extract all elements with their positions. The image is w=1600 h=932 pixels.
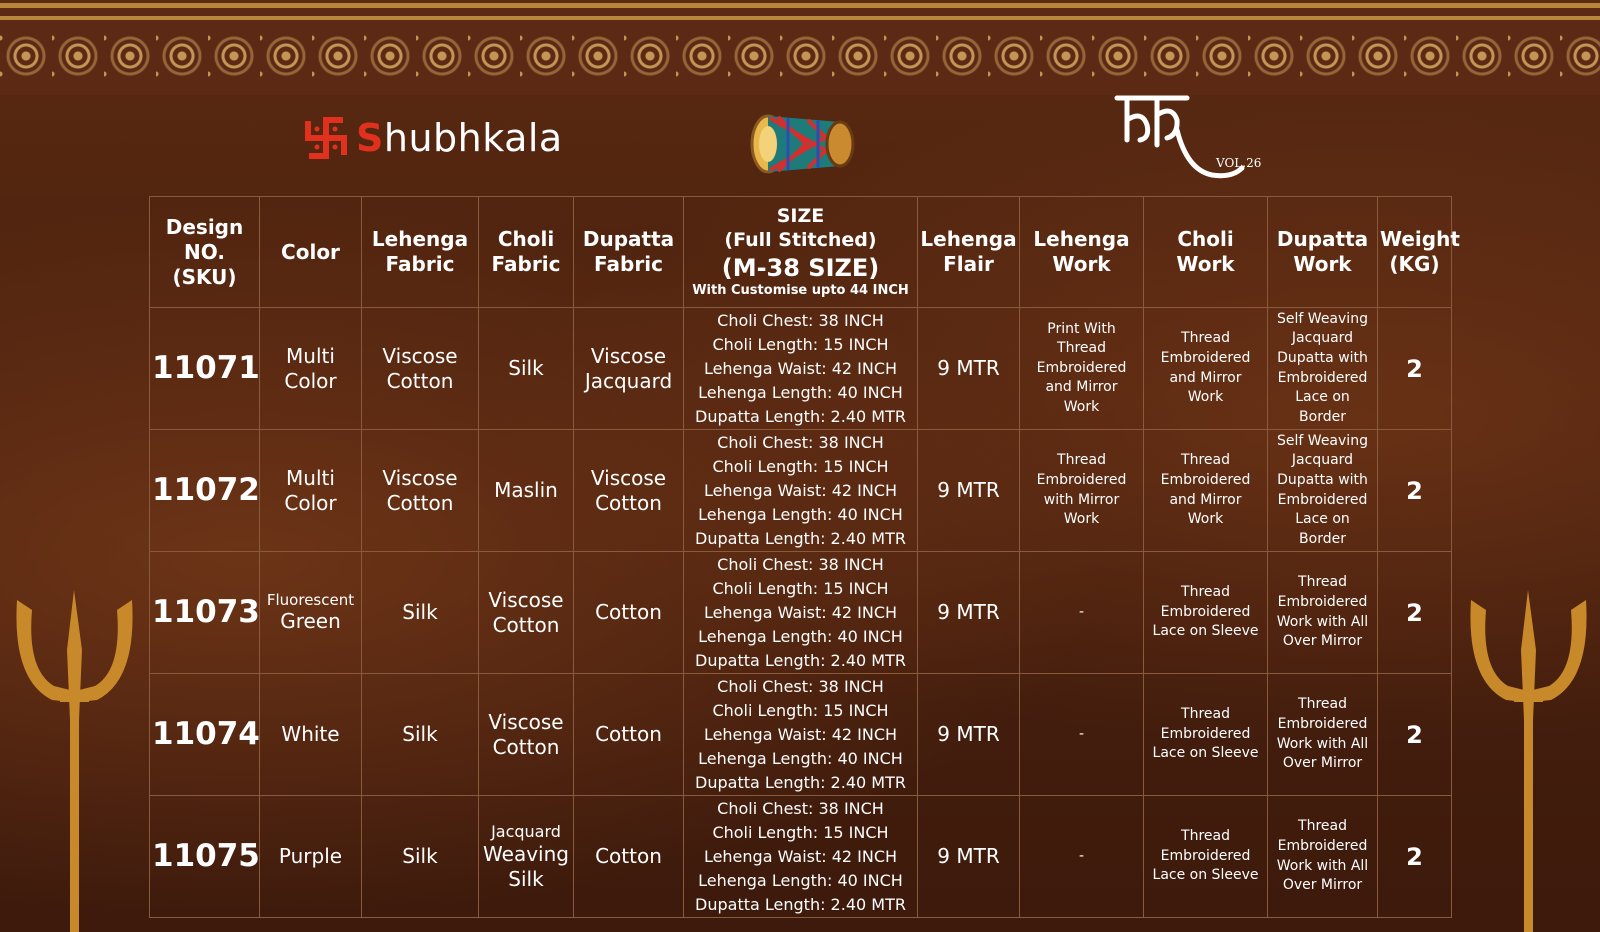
- header-size: SIZE (Full Stitched) (M-38 SIZE) With Customise upto 44 INCH: [684, 197, 918, 308]
- header-weight: Weight (KG): [1378, 197, 1452, 308]
- lehenga-fabric-cell: Viscose Cotton: [362, 430, 479, 552]
- design-no-cell: 11073: [150, 552, 260, 674]
- lehenga-flair-cell: 9 MTR: [918, 796, 1020, 918]
- dupatta-work-cell: Self Weaving Jacquard Dupatta with Embroidered Lace on Border: [1268, 430, 1378, 552]
- lehenga-fabric-cell: Silk: [362, 796, 479, 918]
- brand-name: Shubhkala: [356, 116, 563, 160]
- lehenga-work-cell: -: [1020, 552, 1144, 674]
- size-cell: Choli Chest: 38 INCH Choli Length: 15 INCH Lehenga Waist: 42 INCH Lehenga Length: 40 INCH Dupatta Length: 2.40 MTR: [684, 674, 918, 796]
- dupatta-work-cell: Thread Embroidered Work with All Over Mirror: [1268, 674, 1378, 796]
- swastik-icon: [300, 112, 352, 164]
- table-header-row: [150, 197, 1452, 308]
- table-row: [150, 796, 1452, 918]
- weight-cell: 2: [1378, 796, 1452, 918]
- choli-fabric-cell: Silk: [479, 308, 574, 430]
- top-gold-stripe-2: [0, 16, 1600, 20]
- lehenga-flair-cell: 9 MTR: [918, 430, 1020, 552]
- dupatta-fabric-cell: Cotton: [574, 796, 684, 918]
- choli-work-cell: Thread Embroidered Lace on Sleeve: [1144, 674, 1268, 796]
- size-cell: Choli Chest: 38 INCH Choli Length: 15 INCH Lehenga Waist: 42 INCH Lehenga Length: 40 INCH Dupatta Length: 2.40 MTR: [684, 796, 918, 918]
- table-row: [150, 308, 1452, 430]
- design-no-cell: 11074: [150, 674, 260, 796]
- table-row: [150, 552, 1452, 674]
- header-color: Color: [260, 197, 362, 308]
- header-dupatta-fabric: Dupatta Fabric: [574, 197, 684, 308]
- lehenga-fabric-cell: Silk: [362, 674, 479, 796]
- color-cell: Multi Color: [260, 430, 362, 552]
- design-no-cell: 11071: [150, 308, 260, 430]
- dupatta-work-cell: Thread Embroidered Work with All Over Mirror: [1268, 552, 1378, 674]
- header-lehenga-fabric: Lehenga Fabric: [362, 197, 479, 308]
- color-cell: Fluorescent Green: [260, 552, 362, 674]
- choli-work-cell: Thread Embroidered Lace on Sleeve: [1144, 552, 1268, 674]
- dupatta-work-cell: Thread Embroidered Work with All Over Mirror: [1268, 796, 1378, 918]
- dhol-drum-icon: [748, 108, 858, 180]
- weight-cell: 2: [1378, 430, 1452, 552]
- lehenga-fabric-cell: Silk: [362, 552, 479, 674]
- choli-work-cell: Thread Embroidered and Mirror Work: [1144, 308, 1268, 430]
- dupatta-fabric-cell: Viscose Jacquard: [574, 308, 684, 430]
- lehenga-flair-cell: 9 MTR: [918, 674, 1020, 796]
- choli-fabric-cell: Jacquard Weaving Silk: [479, 796, 574, 918]
- table-row: [150, 430, 1452, 552]
- dupatta-fabric-cell: Viscose Cotton: [574, 430, 684, 552]
- design-no-cell: 11072: [150, 430, 260, 552]
- header-lehenga-flair: Lehenga Flair: [918, 197, 1020, 308]
- choli-fabric-cell: Viscose Cotton: [479, 674, 574, 796]
- lehenga-work-cell: Print With Thread Embroidered and Mirror Work: [1020, 308, 1144, 430]
- choli-fabric-cell: Maslin: [479, 430, 574, 552]
- trident-icon: [12, 590, 137, 932]
- lehenga-flair-cell: 9 MTR: [918, 552, 1020, 674]
- dupatta-work-cell: Self Weaving Jacquard Dupatta with Embroidered Lace on Border: [1268, 308, 1378, 430]
- choli-work-cell: Thread Embroidered and Mirror Work: [1144, 430, 1268, 552]
- header-choli-fabric: Choli Fabric: [479, 197, 574, 308]
- lehenga-work-cell: Thread Embroidered with Mirror Work: [1020, 430, 1144, 552]
- choli-work-cell: Thread Embroidered Lace on Sleeve: [1144, 796, 1268, 918]
- weight-cell: 2: [1378, 674, 1452, 796]
- size-cell: Choli Chest: 38 INCH Choli Length: 15 INCH Lehenga Waist: 42 INCH Lehenga Length: 40 INCH Dupatta Length: 2.40 MTR: [684, 308, 918, 430]
- design-no-cell: 11075: [150, 796, 260, 918]
- choli-fabric-cell: Viscose Cotton: [479, 552, 574, 674]
- raas-catalog-logo: [1112, 90, 1282, 190]
- mandala-pattern-border: [0, 30, 1600, 82]
- color-cell: White: [260, 674, 362, 796]
- dupatta-fabric-cell: Cotton: [574, 552, 684, 674]
- header-dupatta-work: Dupatta Work: [1268, 197, 1378, 308]
- color-cell: Purple: [260, 796, 362, 918]
- top-gold-stripe: [0, 3, 1600, 8]
- raas-calligraphy-icon: [1112, 90, 1282, 190]
- shubhkala-logo: [300, 108, 563, 168]
- volume-label: VOL.26: [1216, 156, 1262, 170]
- size-cell: Choli Chest: 38 INCH Choli Length: 15 INCH Lehenga Waist: 42 INCH Lehenga Length: 40 INCH Dupatta Length: 2.40 MTR: [684, 430, 918, 552]
- table-row: [150, 674, 1452, 796]
- trident-icon: [1466, 590, 1591, 932]
- lehenga-flair-cell: 9 MTR: [918, 308, 1020, 430]
- size-cell: Choli Chest: 38 INCH Choli Length: 15 INCH Lehenga Waist: 42 INCH Lehenga Length: 40 INCH Dupatta Length: 2.40 MTR: [684, 552, 918, 674]
- lehenga-work-cell: -: [1020, 674, 1144, 796]
- lehenga-fabric-cell: Viscose Cotton: [362, 308, 479, 430]
- header-lehenga-work: Lehenga Work: [1020, 197, 1144, 308]
- header-choli-work: Choli Work: [1144, 197, 1268, 308]
- lehenga-work-cell: -: [1020, 796, 1144, 918]
- weight-cell: 2: [1378, 552, 1452, 674]
- color-cell: Multi Color: [260, 308, 362, 430]
- dupatta-fabric-cell: Cotton: [574, 674, 684, 796]
- header-design-no: Design NO. (SKU): [150, 197, 260, 308]
- product-spec-table: [149, 196, 1460, 918]
- weight-cell: 2: [1378, 308, 1452, 430]
